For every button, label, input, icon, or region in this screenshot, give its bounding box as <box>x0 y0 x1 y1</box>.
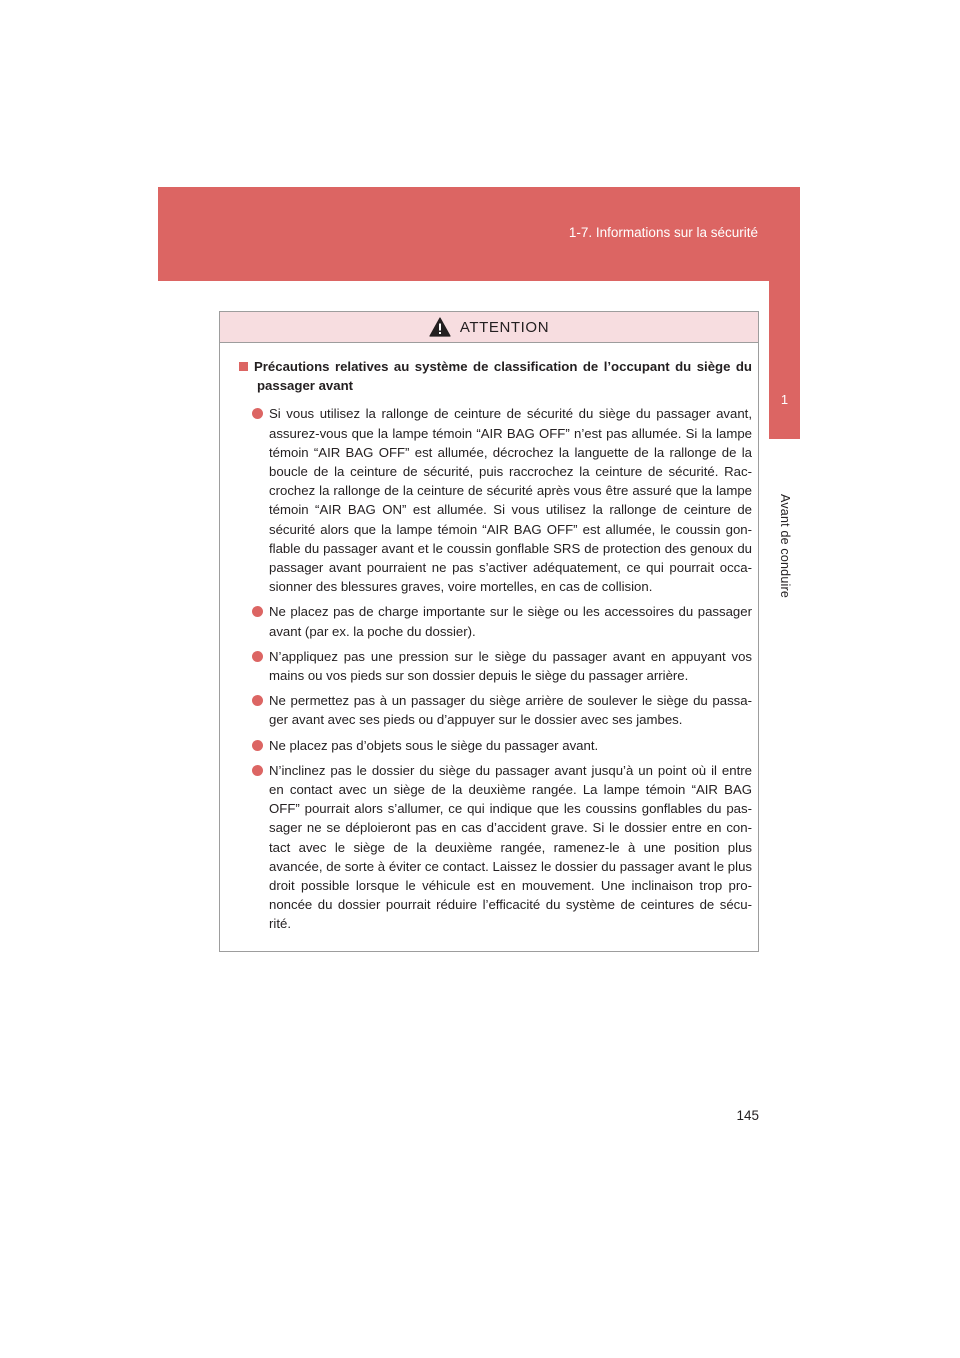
list-item <box>239 691 752 729</box>
chapter-label: Avant de conduire <box>778 494 792 598</box>
bullet-dot-icon <box>252 695 263 706</box>
warning-triangle-icon <box>429 317 451 337</box>
warning-title: ATTENTION <box>459 318 550 336</box>
warning-subheading-text: Précautions relatives au système de classification de l’occupant du siège du passager avant <box>254 359 752 394</box>
warning-header <box>220 312 758 343</box>
warning-box <box>219 311 759 952</box>
section-title: 1-7. Informations sur la sécurité <box>568 225 758 240</box>
chapter-number: 1 <box>780 392 789 407</box>
bullet-dot-icon <box>252 606 263 617</box>
square-bullet-icon <box>239 362 248 371</box>
list-item <box>239 602 752 640</box>
list-item-text: N’appliquez pas une pression sur le siège du passager avant en appuyant vos mains ou vos pieds sur son dossier depuis le siège du passager arrière. <box>269 648 752 684</box>
list-item <box>239 647 752 685</box>
page-number: 145 <box>736 1108 759 1123</box>
section-header-band <box>158 187 800 281</box>
bullet-dot-icon <box>252 408 263 419</box>
chapter-tab <box>769 281 800 439</box>
warning-bullet-list <box>239 404 752 933</box>
list-item-text: Ne permettez pas à un passager du siège arrière de soulever le siège du passa-ger avant avec ses pieds ou d’appuyer sur le dossier avec ses jambes. <box>269 693 752 728</box>
list-item-text: Ne placez pas d’objets sous le siège du passager avant. <box>269 737 599 753</box>
list-item-text: N’inclinez pas le dossier du siège du passager avant jusqu’à un point où il entre en contact avec un siège de la deuxième rangée. La lampe témoin “AIR BAG OFF” pourrait alors s’allumer, ce qui indique que les coussins gonflables du pas-sager ne se déploieront pas en cas d’accident grave. Si le dossier entre en con-tact avec le siège de la deuxième rangée, ramenez-le à une position plus avancée, de sorte à éviter ce contact. Laissez le dossier du passager avant le plus droit possible lorsque le véhicule est en mouvement. Une inclinaison trop pro-noncée du dossier pourrait réduire l’efficacité du système de ceintures de sécu-rité. <box>269 762 752 932</box>
chapter-label-container <box>777 494 793 598</box>
warning-content <box>220 343 758 934</box>
list-item <box>239 736 752 755</box>
bullet-dot-icon <box>252 740 263 751</box>
bullet-dot-icon <box>252 651 263 662</box>
list-item <box>239 761 752 934</box>
list-item-text: Ne placez pas de charge importante sur le siège ou les accessoires du passager avant (par ex. la poche du dossier). <box>269 604 752 639</box>
warning-subheading <box>239 357 752 395</box>
bullet-dot-icon <box>252 765 263 776</box>
list-item-text: Si vous utilisez la rallonge de ceinture de sécurité du siège du passager avant, assurez-vous que la lampe témoin “AIR BAG OFF” n’est pas allumée. Si la lampe témoin “AIR BAG OFF” est allumée, décrochez la languette de la rallonge de la boucle de la ceinture de sécurité, puis raccrochez la ceinture de sécurité. Rac-crochez la rallonge de la ceinture de sécurité après vous être assuré que la lampe témoin “AIR BAG ON” est allumée. Si vous utilisez la rallonge de ceinture de sécurité alors que la lampe témoin “AIR BAG OFF” est allumée, le coussin gon-flable du passager avant et le coussin gonflable SRS de protection des genoux du passager avant pourraient ne pas s’activer adéquatement, ce qui pourrait occa-sionner des blessures graves, voire mortelles, en cas de collision. <box>269 406 752 595</box>
list-item <box>239 404 752 596</box>
